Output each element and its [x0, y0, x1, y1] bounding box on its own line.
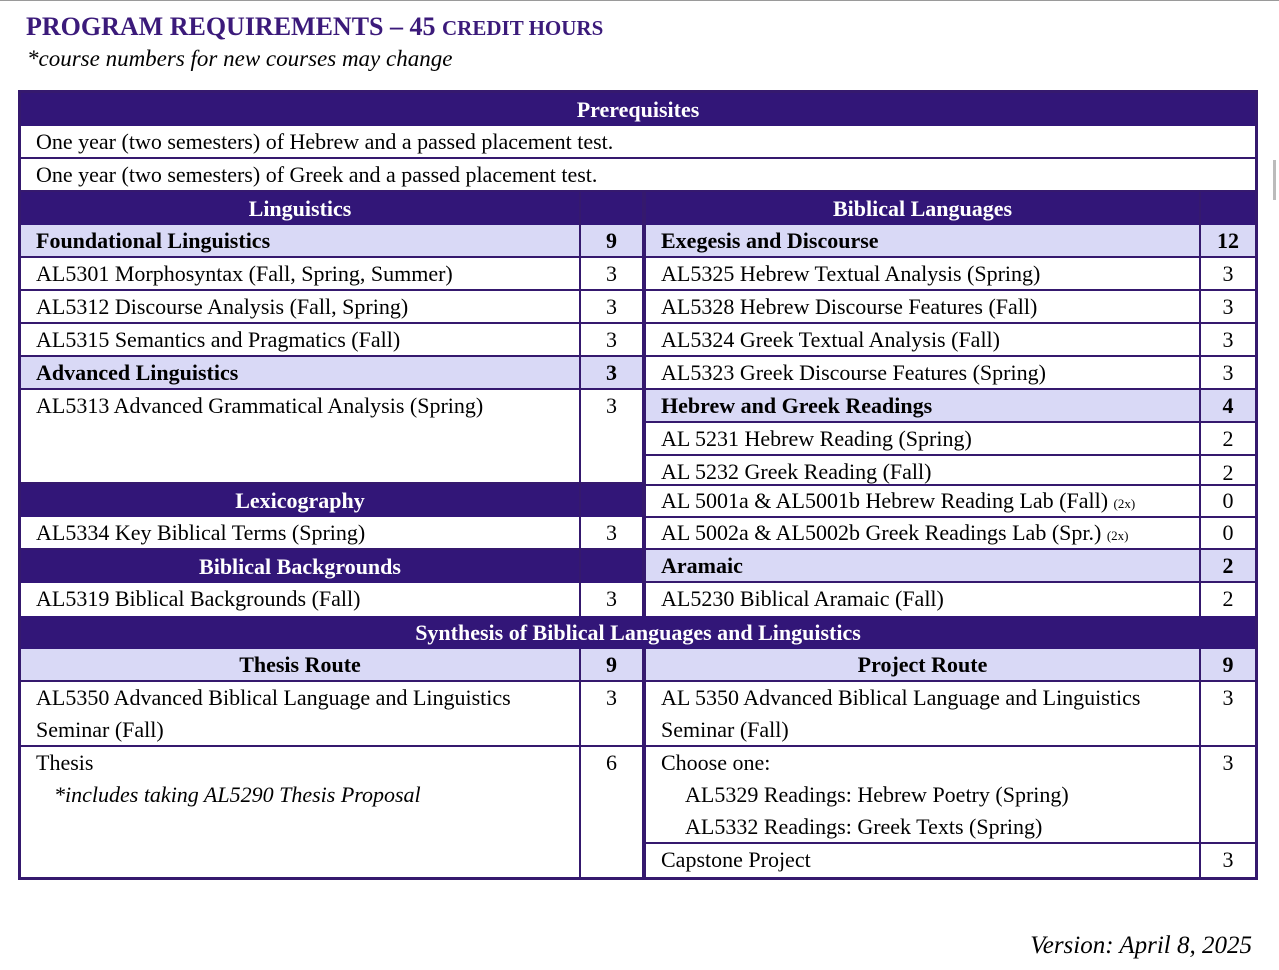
course-al5313-credits: 3 [606, 393, 617, 418]
title-small: CREDIT HOURS [442, 16, 604, 40]
course-al5315-credits: 3 [581, 324, 642, 357]
thesis-seminar-line1: AL5350 Advanced Biblical Language and Linguistics [36, 685, 511, 710]
page-subtitle: *course numbers for new courses may change [27, 46, 453, 71]
backgrounds-heading-credits [581, 550, 642, 583]
lexicography-heading: Lexicography [21, 484, 579, 517]
exegesis-credits: 12 [1201, 225, 1255, 258]
course-al5312-credits: 3 [581, 291, 642, 324]
thesis-note: *includes taking AL5290 Thesis Proposal [54, 782, 421, 807]
course-al5002-credits: 0 [1201, 518, 1255, 550]
course-al5002-note: (2x) [1106, 528, 1129, 543]
advanced-linguistics-label: Advanced Linguistics [21, 357, 579, 390]
requirements-table [18, 90, 1258, 880]
choose-one-label: Choose one: [661, 750, 771, 775]
lexicography-heading-credits [581, 484, 642, 517]
page-title [26, 12, 603, 42]
course-al5319-credits: 3 [606, 586, 617, 611]
course-al5002 [646, 518, 1199, 550]
scroll-marker [1273, 160, 1276, 200]
course-al5313: AL5313 Advanced Grammatical Analysis (Spring) [36, 393, 484, 418]
course-al5301-credits: 3 [581, 258, 642, 291]
course-al5324: AL5324 Greek Textual Analysis (Fall) [646, 324, 1199, 357]
synthesis-heading: Synthesis of Biblical Languages and Linguistics [21, 616, 1255, 649]
project-route-credits: 9 [1201, 649, 1255, 682]
course-al5324-credits: 3 [1201, 324, 1255, 357]
course-al5001 [646, 486, 1199, 518]
biblical-languages-heading-credits [1201, 192, 1255, 225]
top-rule [0, 0, 1279, 1]
course-al5001-name: AL 5001a & AL5001b Hebrew Reading Lab (Fall) [661, 488, 1109, 513]
divider-left-credits-synthesis [579, 649, 581, 877]
course-al5312: AL5312 Discourse Analysis (Fall, Spring) [21, 291, 579, 324]
prerequisite-greek: One year (two semesters) of Greek and a passed placement test. [21, 159, 1255, 192]
course-al5334-credits: 3 [581, 517, 642, 550]
project-seminar-line1: AL 5350 Advanced Biblical Language and Linguistics [661, 685, 1141, 710]
course-al5315: AL5315 Semantics and Pragmatics (Fall) [21, 324, 579, 357]
course-al5230-credits: 2 [1222, 586, 1234, 611]
divider-right-credits-synthesis [1199, 649, 1201, 877]
option-al5329: AL5329 Readings: Hebrew Poetry (Spring) [685, 782, 1069, 807]
thesis-cell [21, 747, 579, 877]
aramaic-label: Aramaic [646, 550, 1199, 583]
course-al5231: AL 5231 Hebrew Reading (Spring) [646, 423, 1199, 456]
thesis-route-label: Thesis Route [21, 649, 579, 682]
backgrounds-heading: Biblical Backgrounds [21, 550, 579, 583]
course-al5002-name: AL 5002a & AL5002b Greek Readings Lab (Spr.) [661, 520, 1102, 545]
course-al5325-credits: 3 [1201, 258, 1255, 291]
course-al5232-credits: 2 [1201, 456, 1255, 486]
linguistics-heading-credits [581, 192, 642, 225]
project-route-label: Project Route [646, 649, 1199, 682]
option-al5332: AL5332 Readings: Greek Texts (Spring) [685, 814, 1043, 839]
course-al5001-credits: 0 [1201, 486, 1255, 518]
project-seminar [646, 682, 1199, 747]
divider-lexicography-top [21, 482, 642, 484]
choose-one-cell [646, 747, 1199, 844]
capstone-credits: 3 [1222, 847, 1234, 872]
thesis-credits: 6 [606, 750, 617, 775]
course-al5230: AL5230 Biblical Aramaic (Fall) [661, 586, 944, 611]
course-al5325: AL5325 Hebrew Textual Analysis (Spring) [646, 258, 1199, 291]
linguistics-heading: Linguistics [21, 192, 579, 225]
divider-left-credits [579, 192, 581, 616]
aramaic-credits: 2 [1201, 550, 1255, 583]
capstone-project: Capstone Project [661, 847, 811, 872]
biblical-languages-heading: Biblical Languages [646, 192, 1199, 225]
prerequisites-heading: Prerequisites [21, 93, 1255, 126]
thesis-route-credits: 9 [581, 649, 642, 682]
prerequisite-hebrew: One year (two semesters) of Hebrew and a passed placement test. [21, 126, 1255, 159]
version-note: Version: April 8, 2025 [1030, 932, 1252, 959]
divider-right-credits [1199, 192, 1201, 616]
course-al5301: AL5301 Morphosyntax (Fall, Spring, Summer) [21, 258, 579, 291]
project-seminar-line2: Seminar (Fall) [661, 717, 789, 742]
course-al5334: AL5334 Key Biblical Terms (Spring) [21, 517, 579, 550]
course-al5328: AL5328 Hebrew Discourse Features (Fall) [646, 291, 1199, 324]
advanced-linguistics-credits: 3 [581, 357, 642, 390]
course-al5323: AL5323 Greek Discourse Features (Spring) [646, 357, 1199, 390]
thesis-seminar [21, 682, 579, 747]
course-al5232: AL 5232 Greek Reading (Fall) [646, 456, 1199, 486]
divider-center-synthesis [642, 649, 646, 877]
foundational-linguistics-credits: 9 [581, 225, 642, 258]
title-main: PROGRAM REQUIREMENTS – 45 [26, 12, 436, 41]
course-al5231-credits: 2 [1201, 423, 1255, 456]
exegesis-label: Exegesis and Discourse [646, 225, 1199, 258]
course-al5319: AL5319 Biblical Backgrounds (Fall) [36, 586, 361, 611]
thesis-seminar-credits: 3 [581, 682, 642, 747]
thesis-seminar-line2: Seminar (Fall) [36, 717, 164, 742]
thesis-label: Thesis [36, 750, 94, 775]
course-al5323-credits: 3 [1201, 357, 1255, 390]
course-al5328-credits: 3 [1201, 291, 1255, 324]
foundational-linguistics-label: Foundational Linguistics [21, 225, 579, 258]
readings-credits: 4 [1201, 390, 1255, 423]
choose-one-credits: 3 [1201, 747, 1255, 844]
project-seminar-credits: 3 [1201, 682, 1255, 747]
course-al5001-note: (2x) [1113, 496, 1136, 511]
readings-label: Hebrew and Greek Readings [646, 390, 1199, 423]
divider-center [642, 192, 646, 616]
